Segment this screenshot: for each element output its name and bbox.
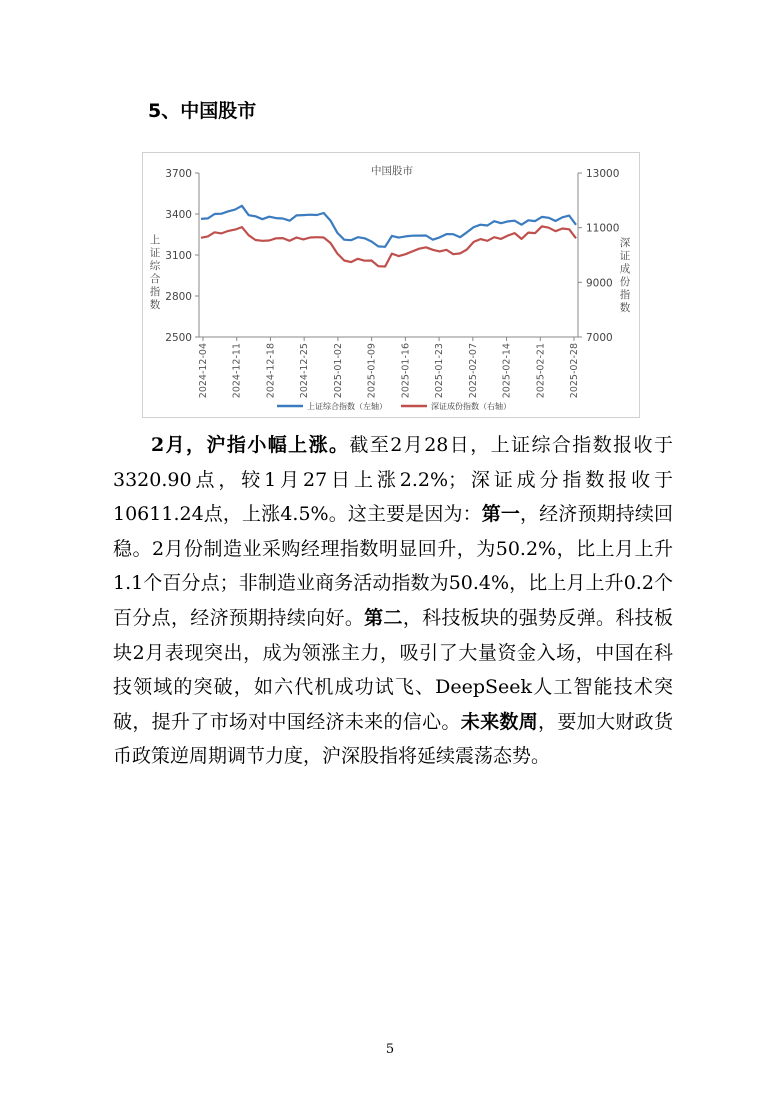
axis-label-char: 证 xyxy=(619,250,631,262)
axis-label-char: 份 xyxy=(619,276,631,288)
x-tick-label: 2025-02-21 xyxy=(535,343,547,399)
left-tick-label: 2800 xyxy=(165,291,192,303)
axis-label-char: 上 xyxy=(149,234,161,246)
x-tick-label: 2025-01-09 xyxy=(366,343,378,399)
body-paragraph xyxy=(113,428,673,774)
right-axis-label xyxy=(620,237,631,314)
right-tick-label: 13000 xyxy=(586,168,620,180)
axis-label-char: 指 xyxy=(619,289,631,301)
left-axis-label xyxy=(150,233,161,311)
x-tick-label: 2024-12-04 xyxy=(198,343,209,399)
x-tick-label: 2024-12-18 xyxy=(265,343,277,399)
paragraph-lead: 2月，沪指小幅上涨。 xyxy=(151,434,350,456)
outlook-label: 未来数周 xyxy=(460,710,539,733)
axis-label-char: 合 xyxy=(149,273,161,285)
axis-label-char: 深 xyxy=(619,237,631,249)
x-tick-label: 2024-12-25 xyxy=(299,343,311,399)
point-first-label: 第一 xyxy=(481,503,521,526)
stock-chart xyxy=(142,152,640,418)
chart-title: 中国股市 xyxy=(371,165,413,177)
x-tick-label: 2025-01-23 xyxy=(434,343,446,399)
left-tick-label: 3100 xyxy=(165,250,192,262)
axis-label-char: 成 xyxy=(619,263,631,275)
x-tick-label: 2024-12-11 xyxy=(231,343,243,399)
axis-label-char: 综 xyxy=(149,260,161,272)
section-heading: 5、中国股市 xyxy=(148,100,257,122)
axis-label-char: 数 xyxy=(149,299,161,311)
legend-label: 深证成份指数（右轴） xyxy=(431,402,511,411)
paragraph-part-3: ，科技板块的强势反弹。科技板块2月表现突出，成为领涨主力，吸引了大量资金入场，中国在科技领域的突破，如六代机成功试飞、DeepSeek人工智能技术突破，提升了市场对中国经济未来的信心。 xyxy=(113,606,673,733)
paragraph-part-4: ，要加大财政货币政策逆周期调节力度，沪深股指将延续震荡态势。 xyxy=(113,710,673,768)
right-tick-label: 9000 xyxy=(586,277,613,290)
axis-label-char: 数 xyxy=(619,302,631,314)
x-tick-label: 2025-01-16 xyxy=(400,343,412,399)
x-tick-label: 2025-02-07 xyxy=(467,343,479,399)
point-second-label: 第二 xyxy=(364,606,403,629)
legend-label: 上证综合指数（左轴） xyxy=(307,402,387,411)
left-tick-label: 3700 xyxy=(165,168,192,180)
x-tick-label: 2025-02-14 xyxy=(501,343,513,399)
page-number: 5 xyxy=(385,1042,395,1057)
axis-label-char: 证 xyxy=(149,247,161,259)
right-tick-label: 11000 xyxy=(586,222,620,235)
x-tick-label: 2025-01-02 xyxy=(332,343,344,399)
left-tick-label: 2500 xyxy=(165,332,192,344)
paragraph-part-2: ，经济预期持续回稳。2月份制造业采购经理指数明显回升，为50.2%，比上月上升1.1个百分点；非制造业商务活动指数为50.4%，比上月上升0.2个百分点，经济预期持续向好。 xyxy=(113,503,673,629)
stock-chart-svg xyxy=(143,153,641,419)
shenzhen-index-line xyxy=(201,226,576,266)
axis-label-char: 指 xyxy=(149,286,161,298)
paragraph-part-1: 截至2月28日，上证综合指数报收于3320.90点，较1月27日上涨2.2%；深证成分指数报收于10611.24点，上涨4.5%。这主要是因为： xyxy=(113,434,673,526)
right-tick-label: 7000 xyxy=(586,332,613,344)
x-tick-label: 2025-02-28 xyxy=(569,343,580,399)
left-tick-label: 3400 xyxy=(165,209,192,221)
